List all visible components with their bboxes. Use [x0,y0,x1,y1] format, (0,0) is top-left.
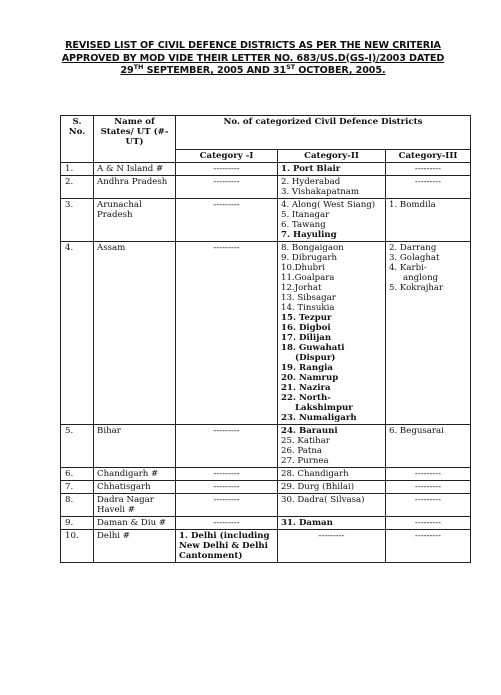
header-category-3: Category-III [386,150,471,163]
cell-state-name: A & N Island # [94,163,176,176]
cell-category-2 [278,517,386,530]
title-line-3 [48,65,458,78]
header-category-2: Category-II [278,150,386,163]
civil-defence-districts-table [60,115,471,563]
district-entry: 6. Tawang [281,220,326,230]
district-entry: 25. Katihar [281,436,330,446]
cell-category-1: 1. Delhi (including New Delhi & Delhi Cantonment) [176,530,278,563]
cell-category-1: --------- [176,494,278,517]
cell-category-2 [278,494,386,517]
table-body [61,163,471,563]
cell-sno: 6. [61,468,94,481]
district-entry: 6. Begusarai [389,426,444,436]
district-entry: --------- [414,164,442,174]
cell-sno: 3. [61,199,94,242]
cell-category-1: --------- [176,481,278,494]
header-category-1: Category -I [176,150,278,163]
district-entry: 19. Rangia [281,363,333,373]
cell-sno: 10. [61,530,94,563]
district-entry: 4. Karbi- [389,263,427,273]
cell-state-name: Daman & Diu # [94,517,176,530]
cell-category-3 [386,425,471,468]
document-title [48,40,458,78]
district-entry: 14. Tinsukia [281,303,335,313]
district-entry: --------- [414,518,442,528]
cell-state-name: Chhatisgarh [94,481,176,494]
district-entry: 21. Nazira [281,383,331,393]
district-entry: --------- [414,531,442,541]
table-row [61,494,471,517]
district-entry: 20. Namrup [281,373,339,383]
title-date-3: OCTOBER, 2005. [295,65,386,77]
district-entry: 27. Purnea [281,456,329,466]
table-row [61,517,471,530]
table-row [61,425,471,468]
table-row [61,176,471,199]
cell-sno: 1. [61,163,94,176]
district-entry: 9. Dibrugarh [281,253,337,263]
cell-category-3 [386,176,471,199]
district-entry: 2. Hyderabad [281,177,341,187]
district-entry: 10.Dhubri [281,263,325,273]
district-entry: 30. Dadra( Silvasa) [281,495,365,505]
title-line-1: REVISED LIST OF CIVIL DEFENCE DISTRICTS AS PER THE NEW CRITERIA [65,40,441,51]
cell-state-name: Dadra Nagar Haveli # [94,494,176,517]
district-entry: 23. Numaligarh [281,413,357,423]
cell-category-2 [278,425,386,468]
title-date-1-suffix: TH [133,63,144,71]
district-entry: 2. Darrang [389,243,437,253]
table-row [61,242,471,425]
district-entry: 12.Jorhat [281,283,322,293]
cell-sno: 8. [61,494,94,517]
district-entry: 5. Itanagar [281,210,330,220]
cell-category-3 [386,481,471,494]
cell-category-3 [386,530,471,563]
district-entry: 31. Daman [281,518,333,528]
cell-state-name: Chandigarh # [94,468,176,481]
cell-state-name: Bihar [94,425,176,468]
table-row [61,163,471,176]
cell-sno: 5. [61,425,94,468]
title-date-1: 29 [120,65,134,77]
table-row [61,199,471,242]
district-entry: 17. Dilijan [281,333,332,343]
district-entry: 24. Barauni [281,426,338,436]
district-entry: 4. Along( West Siang) [281,200,376,210]
district-entry: 15. Tezpur [281,313,332,323]
district-entry: --------- [318,531,345,541]
cell-sno: 9. [61,517,94,530]
title-date-2: SEPTEMBER, 2005 AND 31 [143,65,287,77]
district-entry: 8. Bongaigaon [281,243,344,253]
cell-category-2 [278,481,386,494]
header-state-name: Name of States/ UT (#-UT) [94,116,176,163]
cell-category-2 [278,530,386,563]
district-entry: 22. North- [281,393,331,403]
cell-sno: 7. [61,481,94,494]
district-entry: --------- [414,177,442,187]
cell-category-3 [386,163,471,176]
cell-category-3 [386,468,471,481]
cell-category-3 [386,242,471,425]
cell-state-name: Delhi # [94,530,176,563]
district-entry: Lakshimpur [295,403,353,413]
district-entry: --------- [414,495,442,505]
district-entry: anglong [403,273,439,283]
district-entry: --------- [414,469,442,479]
header-sno: S. No. [61,116,94,163]
district-entry: --------- [414,482,442,492]
cell-category-1: --------- [176,242,278,425]
district-entry: 26. Patna [281,446,323,456]
district-entry: 1. Port Blair [281,164,341,174]
district-entry: 5. Kokrajhar [389,283,444,293]
district-entry: 1. Bomdila [389,200,436,210]
district-entry: 3. Golaghat [389,253,440,263]
title-line-2: APPROVED BY MOD VIDE THEIR LETTER NO. 683/US.D(GS-I)/2003 DATED [61,52,445,64]
cell-category-2 [278,199,386,242]
cell-category-1: --------- [176,163,278,176]
table-row [61,468,471,481]
cell-category-1: --------- [176,425,278,468]
cell-state-name: Andhra Pradesh [94,176,176,199]
district-entry: 16. Digboi [281,323,331,333]
cell-category-1: --------- [176,468,278,481]
district-entry: 11.Goalpara [281,273,335,283]
header-categorized-districts: No. of categorized Civil Defence Districts [176,116,471,150]
cell-state-name: Arunachal Pradesh [94,199,176,242]
district-entry: 3. Vishakapatnam [281,187,360,197]
cell-sno: 4. [61,242,94,425]
cell-category-1: --------- [176,199,278,242]
district-entry: 29. Durg (Bhilai) [281,482,355,492]
cell-category-3 [386,517,471,530]
district-entry: 28. Chandigarh [281,469,349,479]
cell-category-2 [278,176,386,199]
cell-category-1: --------- [176,517,278,530]
cell-category-3 [386,494,471,517]
cell-category-2 [278,242,386,425]
cell-category-3 [386,199,471,242]
cell-category-2 [278,468,386,481]
table-row [61,481,471,494]
table-row [61,530,471,563]
district-entry: 13. Sibsagar [281,293,336,303]
cell-category-1: --------- [176,176,278,199]
district-entry: (Dispur) [295,353,336,363]
cell-state-name: Assam [94,242,176,425]
district-entry: 18. Guwahati [281,343,345,353]
district-entry: 7. Hayuling [281,230,337,240]
title-date-2-suffix: ST [286,63,295,71]
cell-category-2 [278,163,386,176]
cell-sno: 2. [61,176,94,199]
